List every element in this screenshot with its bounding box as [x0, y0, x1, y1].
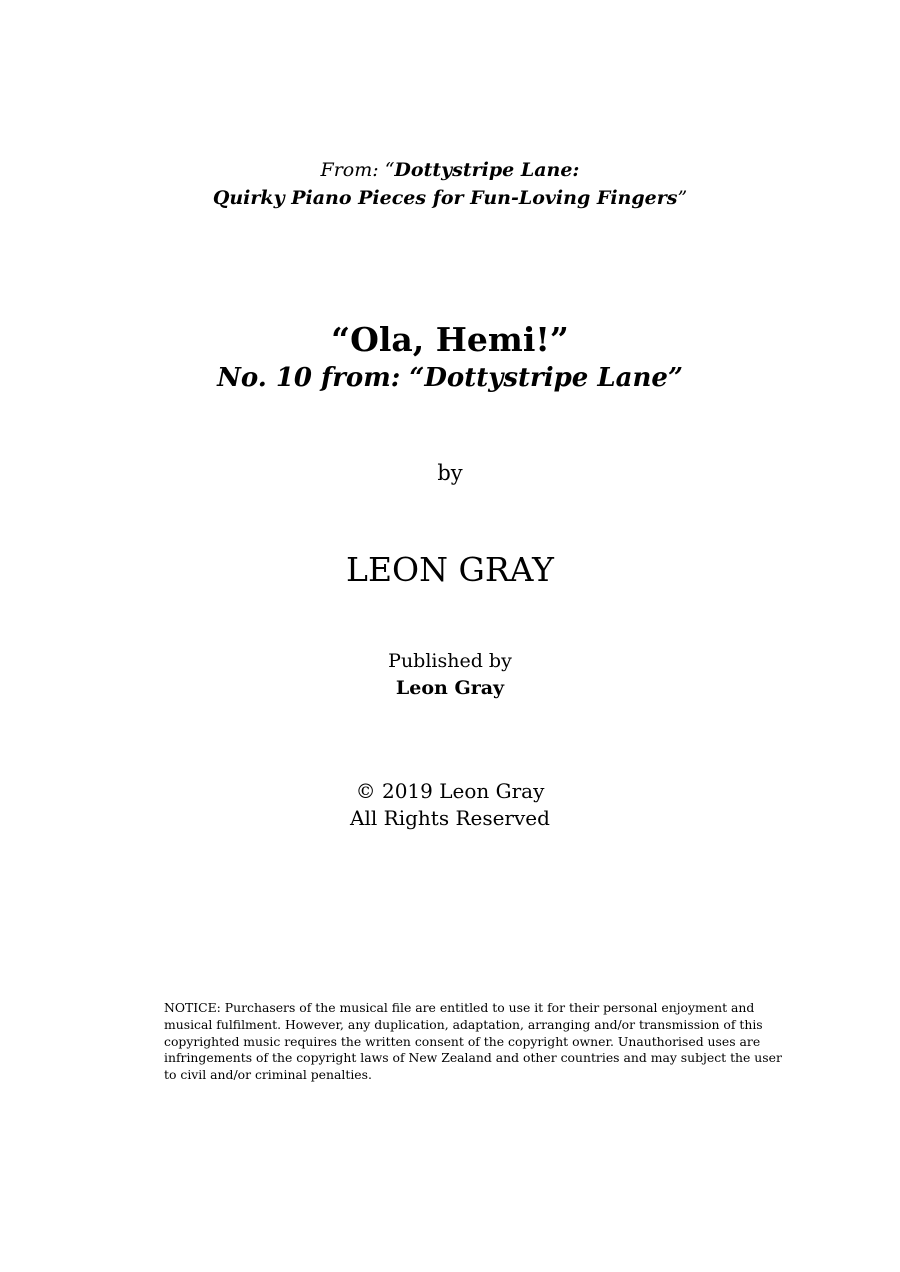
closing-quote: ”: [677, 187, 688, 209]
from-prefix: From: “: [320, 159, 395, 181]
rights-line: All Rights Reserved: [350, 806, 550, 830]
piece-title: “Ola, Hemi!”: [331, 320, 569, 359]
copyright-notice: NOTICE: Purchasers of the musical file are entitled to use it for their personal enjoyment and musical fulfilment. However, any duplication, adaptation, arranging and/or transmission of this copyrighted music requires the written consent of the copyright owner. Unauthorised uses are infringements of the copyright laws of New Zealand and other countries and may subject the user to civil and/or criminal penalties.: [164, 1000, 782, 1083]
collection-title-line: [0, 156, 900, 184]
published-by-label: Published by: [388, 650, 512, 672]
composer-name: LEON GRAY: [346, 550, 554, 589]
by-label: by: [437, 461, 463, 485]
collection-reference: [0, 156, 900, 212]
publisher-name: Leon Gray: [395, 677, 505, 699]
collection-subtitle-line: [0, 184, 900, 212]
collection-title: Dottystripe Lane:: [394, 159, 580, 181]
copyright-line: © 2019 Leon Gray: [355, 779, 545, 803]
collection-subtitle: Quirky Piano Pieces for Fun-Loving Fingers: [212, 187, 678, 209]
piece-subtitle: No. 10 from: “Dottystripe Lane”: [217, 363, 683, 393]
